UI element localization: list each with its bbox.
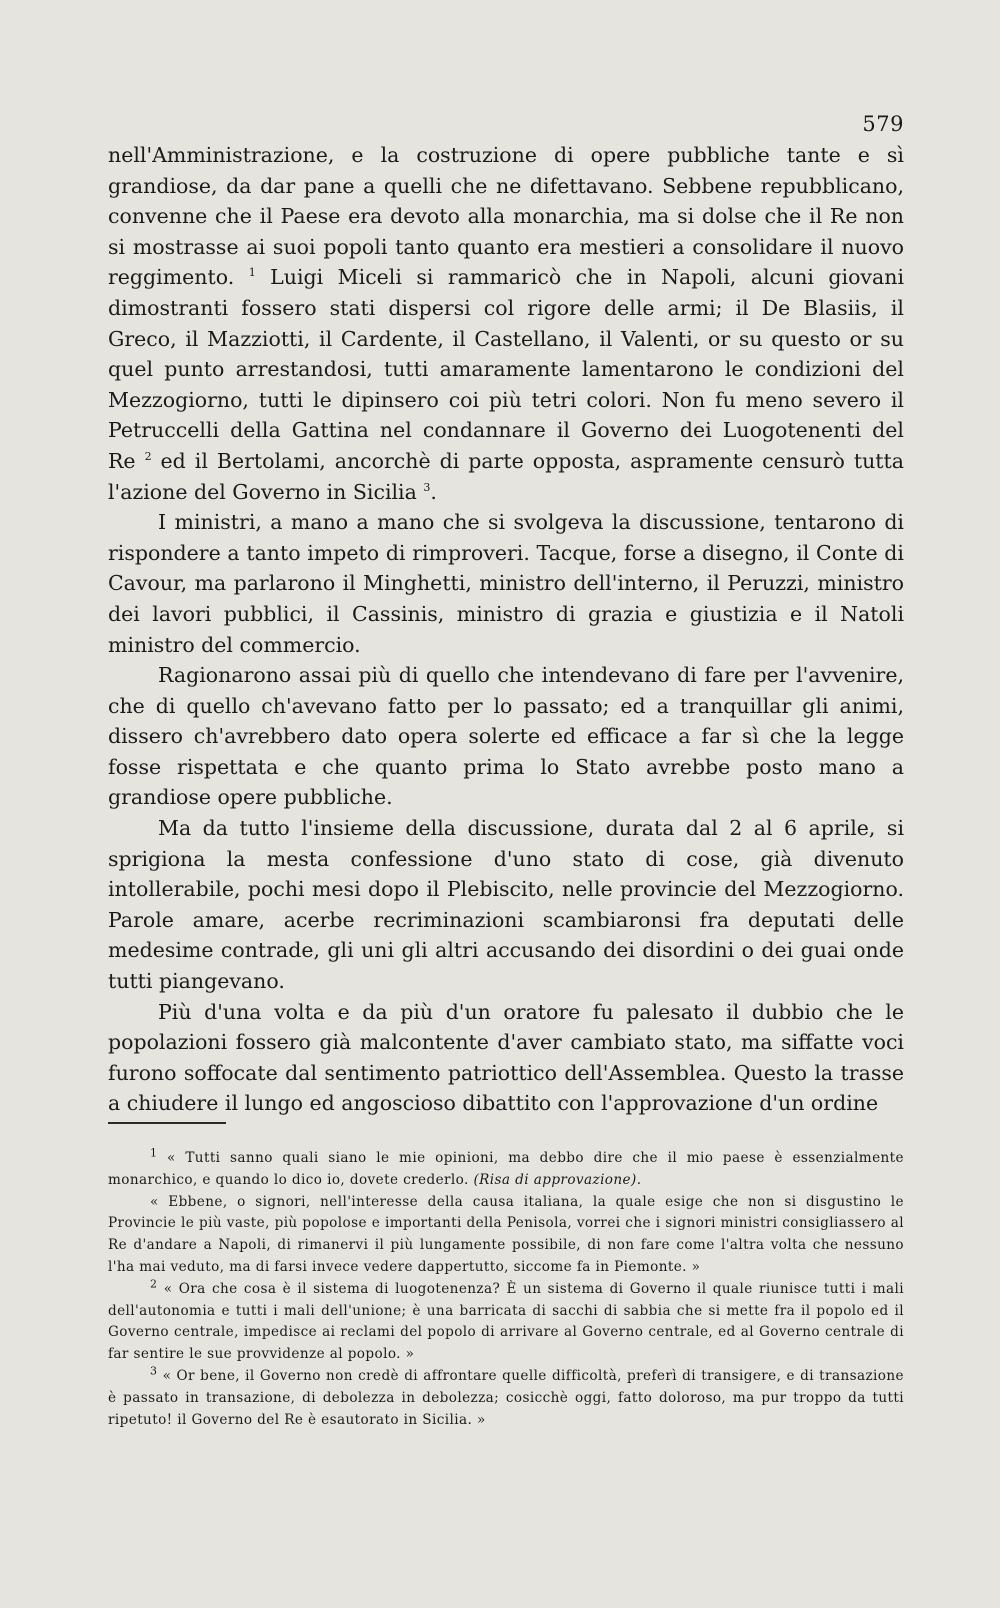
paragraph: Ma da tutto l'insieme della discussione, durata dal 2 al 6 aprile, si sprigiona la mesta confessione d'uno stato di cose, già divenuto intollerabile, pochi mesi dopo il Plebiscito, nelle provincie del Mezzogiorno. Parole amare, acerbe recriminazioni scambiaronsi fra deputati delle medesime contrade, gli uni gli altri accusando dei disordini o dei guai onde tutti piangevano. [108,816,904,994]
footnote-text: « Tutti sanno quali siano le mie opinioni, ma debbo dire che il mio paese è essenzialmente monarchico, e quando lo dico io, dovete crederlo. [108,1150,904,1188]
footnote-italic-text: (Risa di approvazione) [473,1171,637,1188]
footnotes [108,1148,904,1431]
main-text [108,140,904,1119]
paragraph-text: Luigi Miceli si rammaricò che in Napoli, alcuni giovani dimostranti fossero stati dispersi col rigore delle armi; il De Blasiis, il Greco, il Mazziotti, il Cardente, il Castellano, il Valenti, or su questo or su quel punto arrestandosi, tutti amaramente lamentarono le condizioni del Mezzogiorno, tutti le dipinsero coi più tetri colori. Non fu meno severo il Petruccelli della Gattina nel condannare il Governo dei Luogotenenti del Re [108,265,904,473]
footnote-text: . [636,1171,642,1188]
footnote-marker: 3 [423,480,431,494]
footnote [108,1366,904,1431]
footnote [108,1279,904,1366]
footnote-marker: 1 [248,266,256,280]
paragraph: Più d'una volta e da più d'un oratore fu palesato il dubbio che le popolazioni fossero già malcontente d'aver cambiato stato, ma siffatte voci furono soffocate dal sentimento patriottico dell'Assemblea. Questo la trasse a chiudere il lungo ed angoscioso dibattito con l'approvazione d'un ordine [108,999,904,1116]
paragraph-text: . [430,479,437,504]
footnote-number: 3 [150,1364,158,1378]
footnote: « Ebbene, o signori, nell'interesse della causa italiana, la quale esige che non si disgustino le Provincie le più vaste, più popolose e importanti della Penisola, vorrei che i signori ministri consigliassero al Re d'andare a Napoli, di rimanervi il più lungamente possibile, di non fare come l'altra volta che nessuno l'ha mai veduto, ma di farsi invece vedere dappertutto, siccome fa in Piemonte. » [108,1193,904,1275]
footnote-text: « Ora che cosa è il sistema di luogotenenza? È un sistema di Governo il quale riunisce tutti i mali dell'autonomia e tutti i mali dell'unione; è una barricata di sacchi di sabbia che si mette fra il popolo ed il Governo centrale, impedisce ai reclami del popolo di arrivare al Governo centrale, ed al Governo centrale di far sentire le sue provvidenze al popolo. » [108,1280,904,1363]
paragraph: Ragionarono assai più di quello che intendevano di fare per l'avvenire, che di quello ch'avevano fatto per lo passato; ed a tranquillar gli animi, dissero ch'avrebbero dato opera solerte ed efficace a far sì che la legge fosse rispettata e che quanto prima lo Stato avrebbe posto mano a grandiose opere pubbliche. [108,663,904,810]
footnote [108,1148,904,1192]
footnote-number: 2 [150,1277,158,1291]
paragraph-text: nell'Amministrazione, e la costruzione di opere pubbliche tante e sì grandiose, da dar pane a quelli che ne difettavano. Sebbene repubblicano, convenne che il Paese era devoto alla monarchia, ma si dolse che il Re non si mostrasse ai suoi popoli tanto quanto era mestieri a consolidare il nuovo reggimento. [108,143,904,290]
footnote-text: « Or bene, il Governo non credè di affrontare quelle difficoltà, preferì di transigere, e di transazione è passato in transazione, di debolezza in debolezza; cosicchè oggi, fatto doloroso, ma pur troppo da tutti ripetuto! il Governo del Re è esautorato in Sicilia. » [108,1367,904,1428]
footnote-divider [108,1122,226,1124]
page-number: 579 [862,112,904,136]
paragraph [108,140,904,507]
footnote-marker: 2 [144,450,152,464]
paragraph: I ministri, a mano a mano che si svolgeva la discussione, tentarono di rispondere a tanto impeto di rimproveri. Tacque, forse a disegno, il Conte di Cavour, ma parlarono il Minghetti, ministro dell'interno, il Peruzzi, ministro dei lavori pubblici, il Cassinis, ministro di grazia e giustizia e il Natoli ministro del commercio. [108,510,904,657]
footnote-number: 1 [150,1146,158,1160]
paragraph-text: ed il Bertolami, ancorchè di parte opposta, aspramente censurò tutta l'azione del Governo in Sicilia [108,448,904,504]
